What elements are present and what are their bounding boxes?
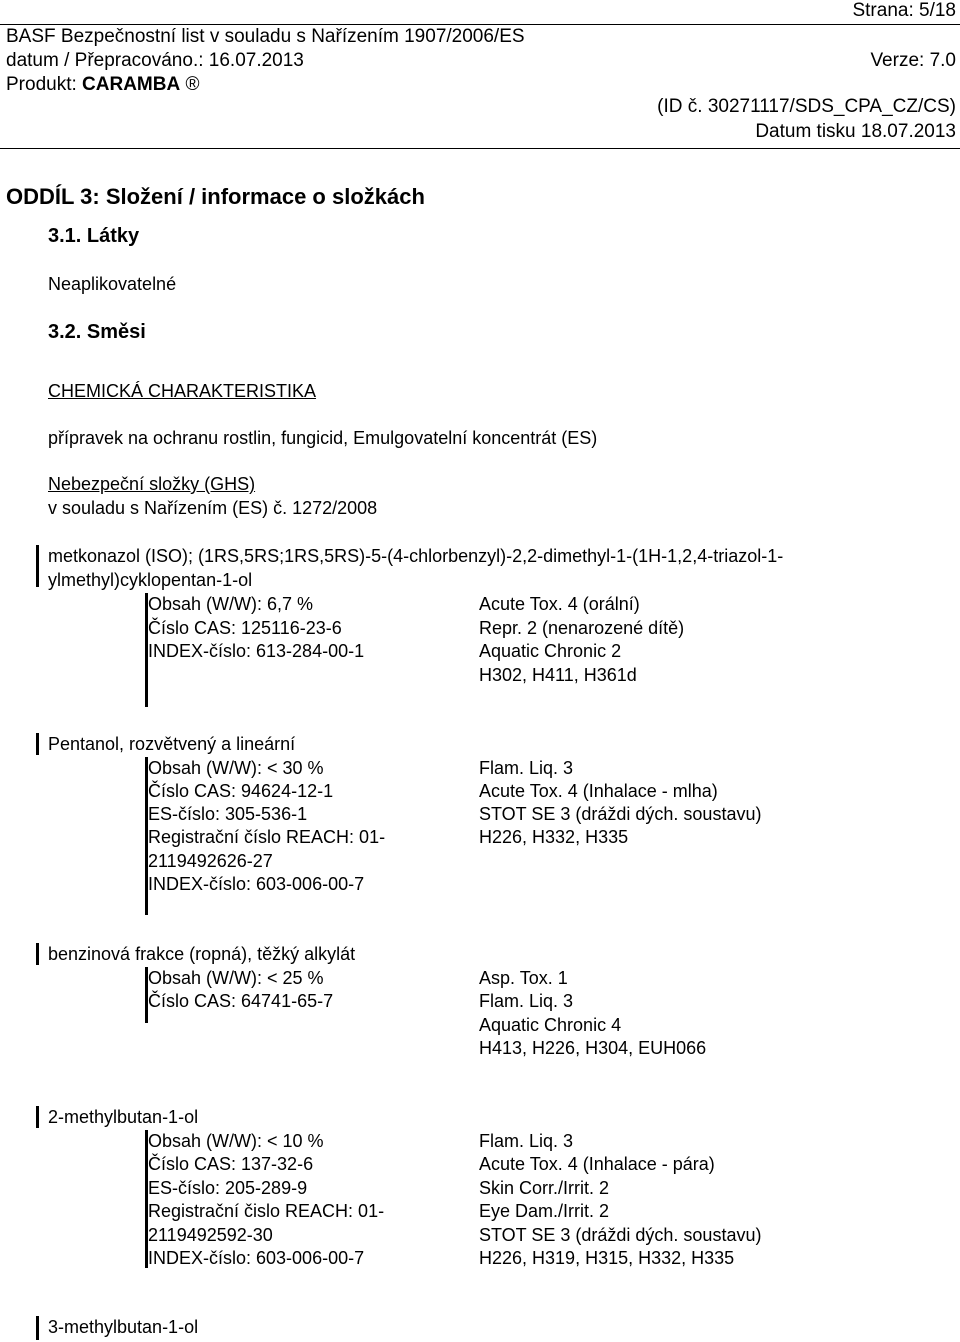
document-title: BASF Bezpečnostní list v souladu s Nařízením 1907/2006/ES [6,26,525,47]
hazard-class: Skin Corr./Irrit. 2 [479,1178,610,1198]
hazard-class: Repr. 2 (nenarozené dítě) [479,618,685,638]
hazard-statements: H226, H319, H315, H332, H335 [479,1248,735,1268]
chem-characteristics-heading: CHEMICKÁ CHARAKTERISTIKA [48,381,317,401]
document-id: (ID č. 30271117/SDS_CPA_CZ/CS) [657,96,956,117]
cas-number: Číslo CAS: 137-32-6 [148,1154,314,1174]
product-name: CARAMBA [82,74,181,95]
reach-number: Registrační čislo REACH: 01- [148,1201,385,1221]
hazard-statements: H413, H226, H304, EUH066 [479,1038,707,1058]
hazard-class: Acute Tox. 4 (Inhalace - pára) [479,1154,715,1174]
version: Verze: 7.0 [870,50,956,71]
reach-number: Registrační číslo REACH: 01- [148,827,386,847]
component-name: 3-methylbutan-1-ol [48,1317,199,1337]
revision-bar [36,943,39,965]
index-number: INDEX-číslo: 613-284-00-1 [148,641,365,661]
print-date: Datum tisku 18.07.2013 [755,121,956,142]
component-content: Obsah (W/W): < 30 % [148,758,324,778]
index-number: INDEX-číslo: 603-006-00-7 [148,874,365,894]
component-content: Obsah (W/W): < 25 % [148,968,324,988]
section-title: ODDÍL 3: Složení / informace o složkách [6,184,425,209]
product-line [6,74,199,97]
hazard-class: STOT SE 3 (dráždi dých. soustavu) [479,804,762,824]
hazard-class: STOT SE 3 (dráždi dých. soustavu) [479,1225,762,1245]
hazard-class: Aquatic Chronic 4 [479,1015,622,1035]
component-content: Obsah (W/W): < 10 % [148,1131,324,1151]
cas-number: Číslo CAS: 64741-65-7 [148,991,334,1011]
hazard-class: Flam. Liq. 3 [479,1131,574,1151]
header-rule-bottom [0,148,960,149]
hazard-class: Acute Tox. 4 (orální) [479,594,640,614]
hazard-class: Asp. Tox. 1 [479,968,568,988]
page-number: Strana: 5/18 [852,0,956,21]
hazard-class: Aquatic Chronic 2 [479,641,622,661]
index-number: INDEX-číslo: 603-006-00-7 [148,1248,365,1268]
revision-bar [36,545,39,587]
component-name: 2-methylbutan-1-ol [48,1107,199,1127]
cas-number: Číslo CAS: 125116-23-6 [148,618,342,638]
ghs-regulation: v souladu s Nařízením (ES) č. 1272/2008 [48,498,378,518]
component-content: Obsah (W/W): 6,7 % [148,594,314,614]
reach-number-continued: 2119492592-30 [148,1225,273,1245]
cas-number: Číslo CAS: 94624-12-1 [148,781,334,801]
revision-bar [36,1106,39,1128]
hazard-class: Eye Dam./Irrit. 2 [479,1201,610,1221]
revision-bar [36,1316,39,1340]
revision-bar [36,733,39,755]
reach-number-continued: 2119492626-27 [148,851,273,871]
header-rule-top [0,24,960,25]
subsection-3-2-title: 3.2. Směsi [48,321,146,343]
hazard-statements: H226, H332, H335 [479,827,629,847]
subsection-3-1-text: Neaplikovatelné [48,274,177,294]
component-name: benzinová frakce (ropná), těžký alkylát [48,944,356,964]
hazard-class: Flam. Liq. 3 [479,758,574,778]
hazard-class: Acute Tox. 4 (Inhalace - mlha) [479,781,718,801]
registered-mark: ® [185,74,200,95]
hazard-class: Flam. Liq. 3 [479,991,574,1011]
component-name: metkonazol (ISO); (1RS,5RS;1RS,5RS)-5-(4-chlorbenzyl)-2,2-dimethyl-1-(1H-1,2,4-triazol-1- [48,546,784,566]
es-number: ES-číslo: 305-536-1 [148,804,308,824]
es-number: ES-číslo: 205-289-9 [148,1178,308,1198]
component-name-continued: ylmethyl)cyklopentan-1-ol [48,570,253,590]
chem-characteristics-text: přípravek na ochranu rostlin, fungicid, Emulgovatelní koncentrát (ES) [48,428,598,448]
revision-date: datum / Přepracováno.: 16.07.2013 [6,50,304,71]
component-name: Pentanol, rozvětvený a lineární [48,734,296,754]
hazard-statements: H302, H411, H361d [479,665,637,685]
subsection-3-1-title: 3.1. Látky [48,225,140,247]
product-label: Produkt: [6,74,77,95]
ghs-heading: Nebezpeční složky (GHS) [48,474,256,494]
